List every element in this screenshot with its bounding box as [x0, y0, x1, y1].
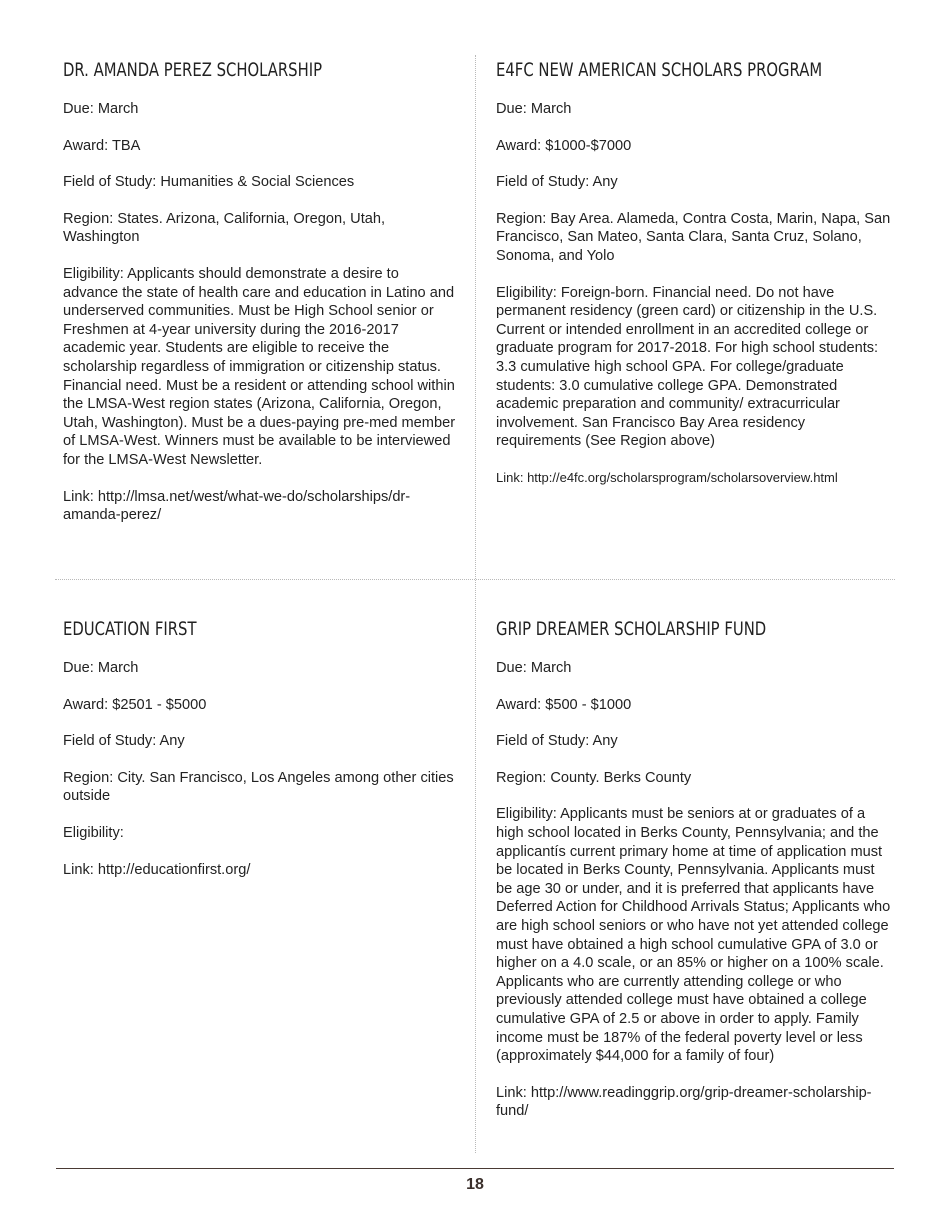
- scholarship-card-amanda-perez: [63, 58, 458, 543]
- scholarship-card-education-first: [63, 617, 458, 897]
- footer-rule: [56, 1168, 894, 1169]
- scholarship-award: Award: TBA: [63, 137, 141, 154]
- horizontal-divider: [55, 579, 895, 580]
- scholarship-region: Region: City. San Francisco, Los Angeles among other cities outside: [63, 769, 454, 805]
- scholarship-card-grip-dreamer: [496, 617, 891, 1139]
- scholarship-field-of-study: Field of Study: Any: [496, 733, 618, 750]
- scholarship-eligibility: Eligibility: Foreign-born. Financial need. Do not have permanent residency (green card) or citizenship in the U.S. Current or intended enrollment in an accredited college or graduate program for 2017-2018. For high school students: 3.3 cumulative high school GPA. For college/graduate students: 3.0 cumulative college GPA. Demonstrated academic preparation and community/ extracurricular involvement. San Francisco Bay Area residency requirements (See Region above): [496, 284, 879, 450]
- scholarship-region: Region: States. Arizona, California, Oregon, Utah, Washington: [63, 210, 386, 246]
- scholarship-eligibility: Eligibility:: [63, 824, 124, 841]
- vertical-divider: [475, 55, 476, 1153]
- scholarship-eligibility: Eligibility: Applicants must be seniors at or graduates of a high school located in Berks County, Pennsylvania; and the applicantís current primary home at time of application must be located in Berks County, Pennsylvania. Applicants must be age 30 or under, and it is preferred that applicants have Deferred Action for Childhood Arrivals Status; Applicants who are high school seniors or who have not yet attended college must have obtained a high school cumulative GPA of 3.0 or higher on a 4.0 scale, or an 85% or higher on a 100% scale. Applicants who are currently attending college or who previously attended college must have obtained a college cumulative GPA of 2.5 or above in order to apply. Family income must be 187% of the federal poverty level or less (approximately $44,000 for a family of four): [496, 806, 891, 1065]
- scholarship-field-of-study: Field of Study: Humanities & Social Sciences: [63, 174, 355, 191]
- scholarship-field-of-study: Field of Study: Any: [63, 733, 185, 750]
- scholarship-card-e4fc: [496, 58, 891, 506]
- scholarship-title: E4FC NEW AMERICAN SCHOLARS PROGRAM: [496, 59, 823, 81]
- scholarship-award: Award: $1000-$7000: [496, 137, 632, 154]
- scholarship-due: Due: March: [63, 660, 139, 676]
- scholarship-award: Award: $2501 - $5000: [63, 696, 207, 713]
- scholarship-link[interactable]: Link: http://e4fc.org/scholarsprogram/scholarsoverview.html: [496, 469, 838, 485]
- scholarship-eligibility: Eligibility: Applicants should demonstrate a desire to advance the state of health care and education in Latino and underserved communities. Must be High School senior or Freshmen at 4-year university during the 2016-2017 academic year. Students are eligible to receive the scholarship regardless of immigration or citizenship status. Financial need. Must be a resident or attending school within the LMSA-West region states (Arizona, California, Oregon, Utah, Washington). Must be a dues-paying pre-med member of LMSA-West. Winners must be available to be interviewed for the LMSA-West Newsletter.: [63, 265, 456, 468]
- scholarship-title: DR. AMANDA PEREZ SCHOLARSHIP: [63, 59, 323, 81]
- scholarship-link[interactable]: Link: http://www.readinggrip.org/grip-dreamer-scholarship-fund/: [496, 1084, 872, 1120]
- scholarship-title: EDUCATION FIRST: [63, 618, 197, 640]
- scholarship-field-of-study: Field of Study: Any: [496, 174, 618, 191]
- scholarship-due: Due: March: [496, 101, 572, 117]
- scholarship-title: GRIP DREAMER SCHOLARSHIP FUND: [496, 618, 767, 640]
- scholarship-link[interactable]: Link: http://lmsa.net/west/what-we-do/scholarships/dr-amanda-perez/: [63, 488, 411, 524]
- page-number: 18: [466, 1176, 484, 1193]
- scholarship-region: Region: Bay Area. Alameda, Contra Costa, Marin, Napa, San Francisco, San Mateo, Santa Clara, Santa Cruz, Solano, Sonoma, and Yolo: [496, 210, 891, 264]
- scholarship-link[interactable]: Link: http://educationfirst.org/: [63, 861, 251, 878]
- scholarship-due: Due: March: [496, 660, 572, 676]
- scholarship-award: Award: $500 - $1000: [496, 696, 632, 713]
- scholarship-region: Region: County. Berks County: [496, 769, 692, 786]
- scholarship-due: Due: March: [63, 101, 139, 117]
